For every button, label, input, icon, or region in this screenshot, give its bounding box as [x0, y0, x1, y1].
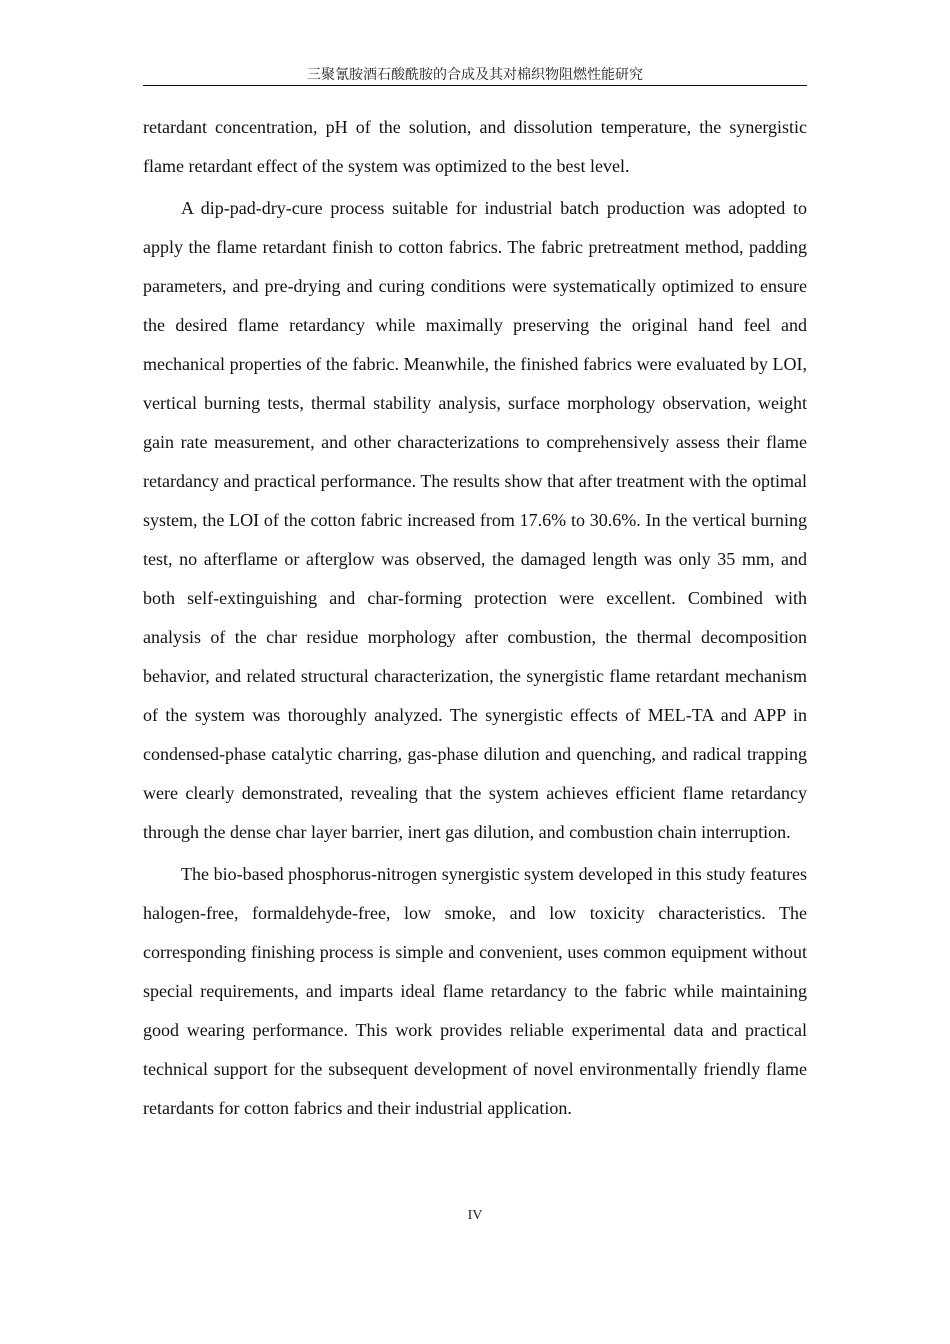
page-number: IV [467, 1208, 483, 1223]
paragraph-1: retardant concentration, pH of the solution, and dissolution temperature, the synergistic flame retardant effect of the system was optimized to the best level. [143, 117, 807, 176]
paragraph-3: The bio-based phosphorus-nitrogen synergistic system developed in this study features halogen-free, formaldehyde-free, low smoke, and low toxicity characteristics. The corresponding finishing process is simple and convenient, uses common equipment without special requirements, and imparts ideal flame retardancy to the fabric while maintaining good wearing performance. This work provides reliable experimental data and practical technical support for the subsequent development of novel environmentally friendly flame retardants for cotton fabrics and their industrial application. [143, 864, 807, 1118]
paragraph-2: A dip-pad-dry-cure process suitable for industrial batch production was adopted to apply the flame retardant finish to cotton fabrics. The fabric pretreatment method, padding parameters, and pre-drying and curing conditions were systematically optimized to ensure the desired flame retardancy while maximally preserving the original hand feel and mechanical properties of the fabric. Meanwhile, the finished fabrics were evaluated by LOI, vertical burning tests, thermal stability analysis, surface morphology observation, weight gain rate measurement, and other characterizations to comprehensively assess their flame retardancy and practical performance. The results show that after treatment with the optimal system, the LOI of the cotton fabric increased from 17.6% to 30.6%. In the vertical burning test, no afterflame or afterglow was observed, the damaged length was only 35 mm, and both self-extinguishing and char-forming protection were excellent. Combined with analysis of the char residue morphology after combustion, the thermal decomposition behavior, and related structural characterization, the synergistic flame retardant mechanism of the system was thoroughly analyzed. The synergistic effects of MEL-TA and APP in condensed-phase catalytic charring, gas-phase dilution and quenching, and radical trapping were clearly demonstrated, revealing that the system achieves efficient flame retardancy through the dense char layer barrier, inert gas dilution, and combustion chain interruption. [143, 198, 807, 842]
header-rule [143, 85, 807, 86]
body-text [143, 108, 807, 1128]
running-header: 三聚氰胺酒石酸酰胺的合成及其对棉织物阻燃性能研究 [307, 67, 643, 83]
